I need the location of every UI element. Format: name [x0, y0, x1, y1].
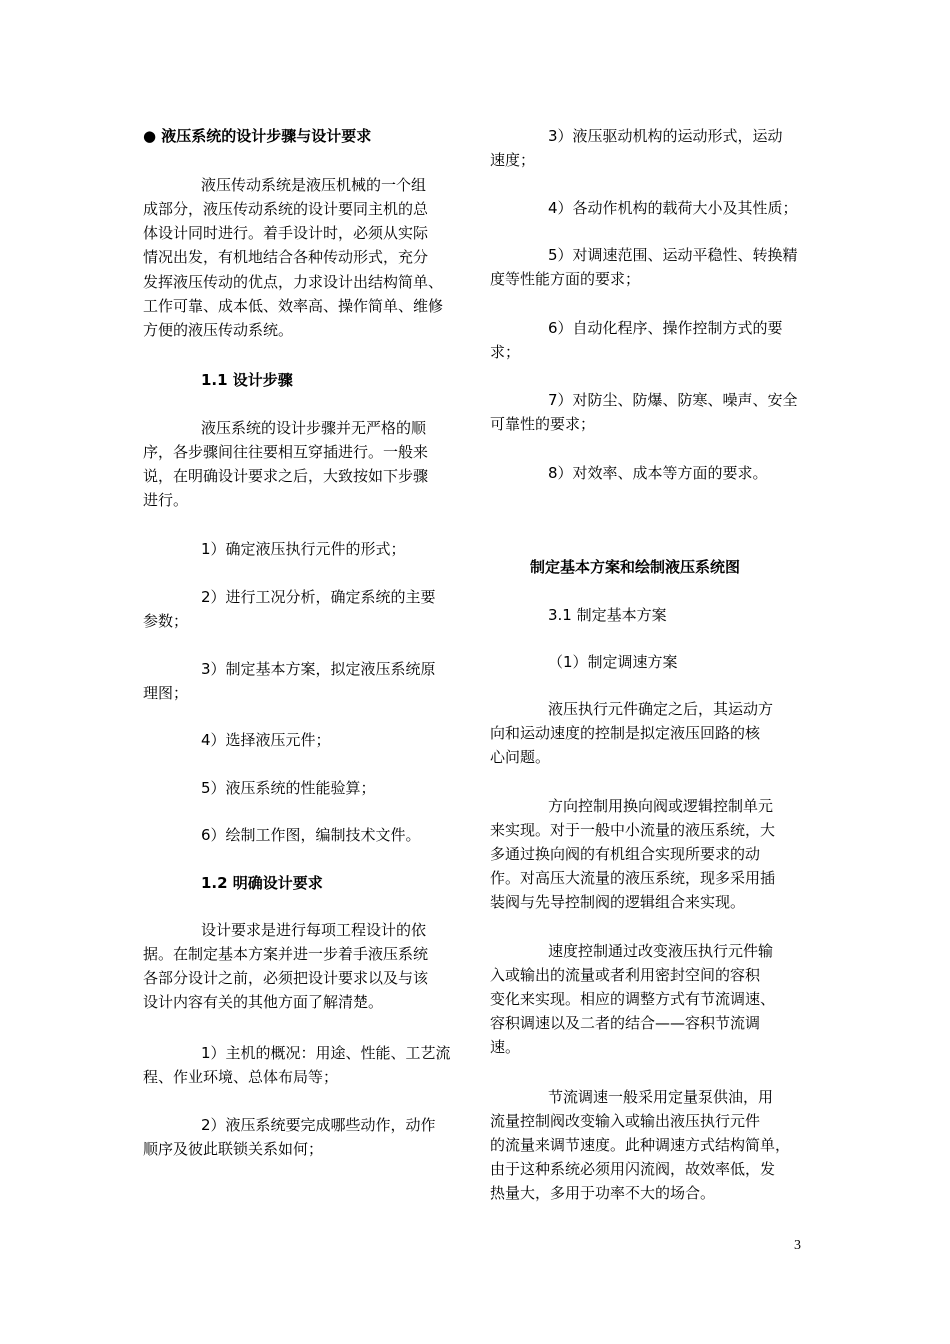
list-item-continuation: 理图；	[143, 684, 189, 702]
page-number: 3	[794, 1238, 801, 1253]
paragraph-line: 工作可靠、成本低、效率高、操作简单、维修	[143, 297, 444, 315]
paragraph-line: 液压系统的设计步骤并无严格的顺	[201, 419, 427, 437]
list-item: 4）各动作机构的载荷大小及其性质；	[548, 199, 798, 217]
paragraph-line: 向和运动速度的控制是拟定液压回路的核	[490, 724, 761, 742]
list-item: 5）液压系统的性能验算；	[201, 779, 376, 797]
paragraph-line: 据。在制定基本方案并进一步着手液压系统	[143, 945, 429, 963]
paragraph-line: 流量控制阀改变输入或输出液压执行元件	[490, 1112, 761, 1130]
paragraph-line: 设计要求是进行每项工程设计的依	[201, 921, 427, 939]
paragraph-line: 变化来实现。相应的调整方式有节流调速、	[490, 990, 776, 1008]
list-item-continuation: 顺序及彼此联锁关系如何；	[143, 1140, 324, 1158]
section-title: 1.1 设计步骤	[201, 371, 293, 389]
paragraph-line: 的流量来调节速度。此种调速方式结构简单，	[490, 1136, 791, 1154]
subsubsection-title: （1）制定调速方案	[548, 653, 678, 671]
paragraph-line: 入或输出的流量或者利用密封空间的容积	[490, 966, 761, 984]
paragraph-line: 序，各步骤间往往要相互穿插进行。一般来	[143, 443, 429, 461]
paragraph-line: 心问题。	[490, 748, 551, 766]
section-title: 1.2 明确设计要求	[201, 874, 323, 892]
paragraph-line: 速。	[490, 1038, 521, 1056]
paragraph-line: 成部分，液压传动系统的设计要同主机的总	[143, 200, 429, 218]
paragraph-line: 各部分设计之前，必须把设计要求以及与该	[143, 969, 429, 987]
section-title: 制定基本方案和绘制液压系统图	[530, 558, 741, 576]
paragraph-line: 作。对高压大流量的液压系统，现多采用插	[490, 869, 776, 887]
list-item: 4）选择液压元件；	[201, 731, 331, 749]
paragraph-line: 液压执行元件确定之后，其运动方	[548, 700, 774, 718]
list-item: 7）对防尘、防爆、防寒、噪声、安全	[548, 391, 798, 409]
paragraph-line: 节流调速一般采用定量泵供油，用	[548, 1088, 774, 1106]
list-item: 6）绘制工作图，编制技术文件。	[201, 826, 421, 844]
list-item-continuation: 可靠性的要求；	[490, 415, 596, 433]
main-heading: ● 液压系统的设计步骤与设计要求	[143, 127, 372, 145]
paragraph-line: 容积调速以及二者的结合——容积节流调	[490, 1014, 761, 1032]
paragraph-line: 设计内容有关的其他方面了解清楚。	[143, 993, 384, 1011]
paragraph-line: 进行。	[143, 491, 189, 509]
paragraph-line: 方便的液压传动系统。	[143, 321, 294, 339]
list-item: 1）主机的概况：用途、性能、工艺流	[201, 1044, 451, 1062]
paragraph-line: 速度控制通过改变液压执行元件输	[548, 942, 774, 960]
list-item: 3）液压驱动机构的运动形式，运动	[548, 127, 783, 145]
list-item-continuation: 求；	[490, 343, 521, 361]
paragraph-line: 由于这种系统必须用闪流阀，故效率低，发	[490, 1160, 776, 1178]
paragraph-line: 情况出发，有机地结合各种传动形式，充分	[143, 248, 429, 266]
paragraph-line: 说，在明确设计要求之后，大致按如下步骤	[143, 467, 429, 485]
paragraph-line: 液压传动系统是液压机械的一个组	[201, 176, 427, 194]
list-item: 3）制定基本方案，拟定液压系统原	[201, 660, 436, 678]
paragraph-line: 发挥液压传动的优点，力求设计出结构简单、	[143, 273, 444, 291]
list-item-continuation: 度等性能方面的要求；	[490, 270, 641, 288]
list-item: 2）液压系统要完成哪些动作，动作	[201, 1116, 436, 1134]
subsection-title: 3.1 制定基本方案	[548, 606, 667, 624]
paragraph-line: 体设计同时进行。着手设计时，必须从实际	[143, 224, 429, 242]
list-item: 5）对调速范围、运动平稳性、转换精	[548, 246, 798, 264]
paragraph-line: 热量大，多用于功率不大的场合。	[490, 1184, 716, 1202]
paragraph-line: 装阀与先导控制阀的逻辑组合来实现。	[490, 893, 746, 911]
list-item: 8）对效率、成本等方面的要求。	[548, 464, 768, 482]
list-item-continuation: 程、作业环境、总体布局等；	[143, 1068, 339, 1086]
paragraph-line: 来实现。对于一般中小流量的液压系统，大	[490, 821, 776, 839]
paragraph-line: 方向控制用换向阀或逻辑控制单元	[548, 797, 774, 815]
paragraph-line: 多通过换向阀的有机组合实现所要求的动	[490, 845, 761, 863]
list-item: 1）确定液压执行元件的形式；	[201, 540, 406, 558]
list-item: 6）自动化程序、操作控制方式的要	[548, 319, 783, 337]
list-item-continuation: 参数；	[143, 612, 189, 630]
list-item: 2）进行工况分析，确定系统的主要	[201, 588, 436, 606]
list-item-continuation: 速度；	[490, 151, 536, 169]
